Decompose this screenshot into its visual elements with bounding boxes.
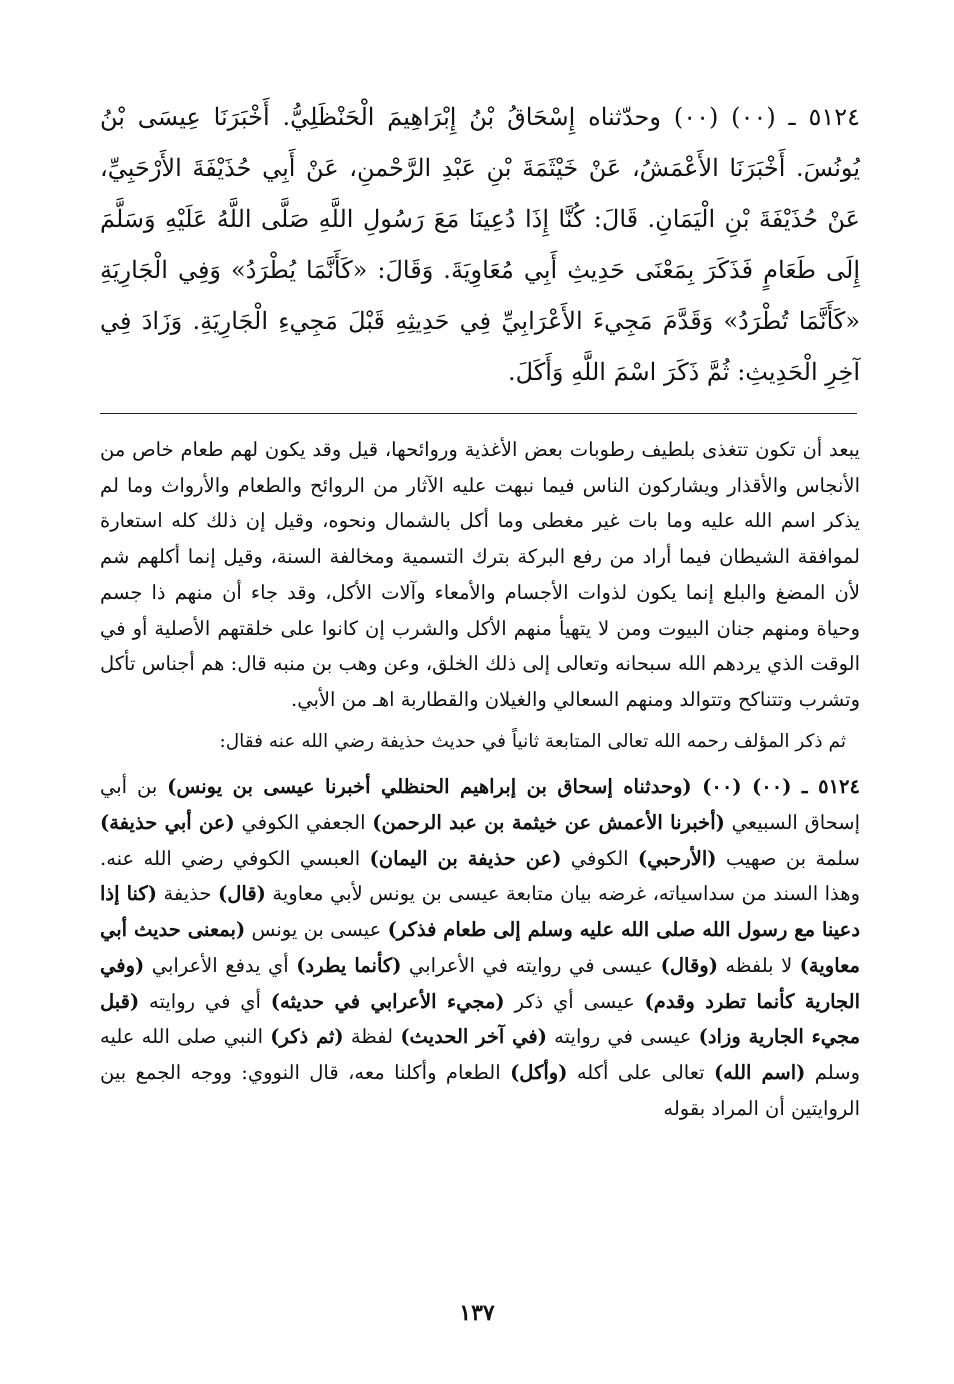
sharh-text: عيسى أي ذكر xyxy=(504,989,645,1013)
sharh-text: لفظة xyxy=(343,1025,401,1049)
footnote-divider xyxy=(100,413,857,414)
sharh-text: العبسي الكوفي رضي الله عنه. وهذا السند من سداسياته، غرضه بيان متابعة عيسى بن يونس لأبي معاوية xyxy=(100,846,860,906)
sharh-text: سلمة بن صهيب xyxy=(716,846,860,870)
matn-quote: (قبل مجيء الجارية وزاد) xyxy=(100,989,861,1049)
matn-quote: (كأنما يطرد) xyxy=(296,953,402,977)
matn-quote: (عن حذيفة بن اليمان) xyxy=(369,846,562,870)
matn-quote: (عن أبي حذيفة) xyxy=(100,811,235,835)
matn-quote: (كنا إذا دعينا مع رسول الله صلى الله عليه وسلم إلى طعام فذكر) xyxy=(100,882,860,942)
matn-quote: (أخبرنا الأعمش عن خيثمة بن عبد الرحمن) xyxy=(372,811,725,835)
sharh-paragraph xyxy=(100,769,860,1126)
matn-quote: (مجيء الأعرابي في حديثه) xyxy=(270,989,505,1013)
sharh-text: عيسى في روايته في الأعرابي xyxy=(401,953,661,977)
sharh-text: عيسى في روايته xyxy=(546,1025,699,1049)
hadith-block xyxy=(100,92,860,398)
matn-quote: (وقال) xyxy=(660,953,718,977)
transition-sentence: ثم ذكر المؤلف رحمه الله تعالى المتابعة ثانياً في حديث حذيفة رضي الله عنه فقال: xyxy=(219,730,846,752)
matn-quote: (قال) xyxy=(218,882,266,906)
matn-quote: (بمعنى حديث أبي معاوية) xyxy=(100,918,860,977)
sharh-text: تعالى على أكله xyxy=(567,1060,714,1084)
commentary-paragraph: يبعد أن تكون تتغذى بلطيف رطوبات بعض الأغذية وروائحها، قيل وقد يكون لهم طعام خاص من الأنجاس والأقذار ويشاركون الناس فيما نبهت عليه الآثار من الروائح والطعام والأرواث وما لم يذكر اسم الله عليه وما بات غير مغطى وما أكل بالشمال ونحوه، وقيل إن ذلك كله استعارة لموافقة الشيطان فيما أراد من رفع البركة بترك التسمية ومخالفة السنة، وقيل إنما أكلهم شم لأن المضغ والبلع إنما يكون لذوات الأجسام والأمعاء وآلات الأكل، وقد جاء أن منهم ذا جسم وحياة ومنهم جنان البيوت ومن لا يتهيأ منهم الأكل والشرب إن كانوا على خلقتهم الأصلية أو في الوقت الذي يردهم الله سبحانه وتعالى إلى ذلك الخلق، وعن وهب بن منبه قال: هم أجناس تأكل وتشرب وتتناكح وتتوالد ومنهم السعالي والغيلان والقطاربة اهـ من الأبي. xyxy=(100,438,860,711)
matn-quote: (اسم الله) xyxy=(713,1060,806,1084)
sharh-text: الجعفي الكوفي xyxy=(234,811,373,835)
sharh-text: الكوفي xyxy=(561,846,638,870)
matn-quote: (في آخر الحديث) xyxy=(400,1025,547,1049)
sharh-text: حذيفة xyxy=(156,882,218,906)
sharh-text: أي يدفع الأعرابي xyxy=(144,953,297,977)
matn-quote: (وأكل) xyxy=(510,1060,568,1084)
sharh-text: أي في روايته xyxy=(139,989,271,1013)
matn-quote: (الأرحبي) xyxy=(637,846,717,870)
sharh-text: الطعام وأكلنا معه، قال النووي: ووجه الجمع بين الروايتين أن المراد بقوله xyxy=(100,1060,860,1120)
matn-quote: (وفي الجارية كأنما تطرد وقدم) xyxy=(100,953,861,1013)
commentary-block xyxy=(100,432,860,1126)
matn-quote: ٥١٢٤ ـ (٠٠) (٠٠) (وحدثناه إسحاق بن إبراهيم الحنظلي أخبرنا عيسى بن يونس) xyxy=(167,775,860,799)
hadith-text: ٥١٢٤ ـ (٠٠) (٠٠) وحدّثناه إِسْحَاقُ بْنُ إِبْرَاهِيمَ الْحَنْظَلِيُّ. أَخْبَرَنَا عِيسَى بْنُ يُونُسَ. أَخْبَرَنَا الأَعْمَشُ، عَنْ خَيْثَمَةَ بْنِ عَبْدِ الرَّحْمنِ، عَنْ أَبِي حُذَيْفَةَ الأَرْحَبِيِّ، عَنْ حُذَيْفَةَ بْنِ الْيَمَانِ. قَالَ: كُنَّا إِذَا دُعِينَا مَعَ رَسُولِ اللَّهِ صَلَّى اللَّهُ عَلَيْهِ وَسَلَّمَ إِلَى طَعَامٍ فَذَكَرَ بِمَعْنَى حَدِيثِ أَبِي مُعَاوِيَةَ. وَقَالَ: «كَأَنَّمَا يُطْرَدُ» وَفِي الْجَارِيَةِ «كَأَنَّمَا تُطْرَدُ» وَقَدَّمَ مَجِيءَ الأَعْرَابِيِّ فِي حَدِيثِهِ قَبْلَ مَجِيءِ الْجَارِيَةِ. وَزَادَ فِي آخِرِ الْحَدِيثِ: ثُمَّ ذَكَرَ اسْمَ اللَّهِ وَأَكَلَ. xyxy=(100,103,861,386)
sharh-text: عيسى بن يونس xyxy=(245,918,388,942)
sharh-text: لا بلفظه xyxy=(717,953,800,977)
sharh-text: بن أبي إسحاق السبيعي xyxy=(100,775,860,835)
sharh-text: النبي صلى الله عليه وسلم xyxy=(100,1025,860,1084)
page-number: ١٣٧ xyxy=(459,1300,495,1326)
matn-quote: (ثم ذكر) xyxy=(270,1025,344,1049)
